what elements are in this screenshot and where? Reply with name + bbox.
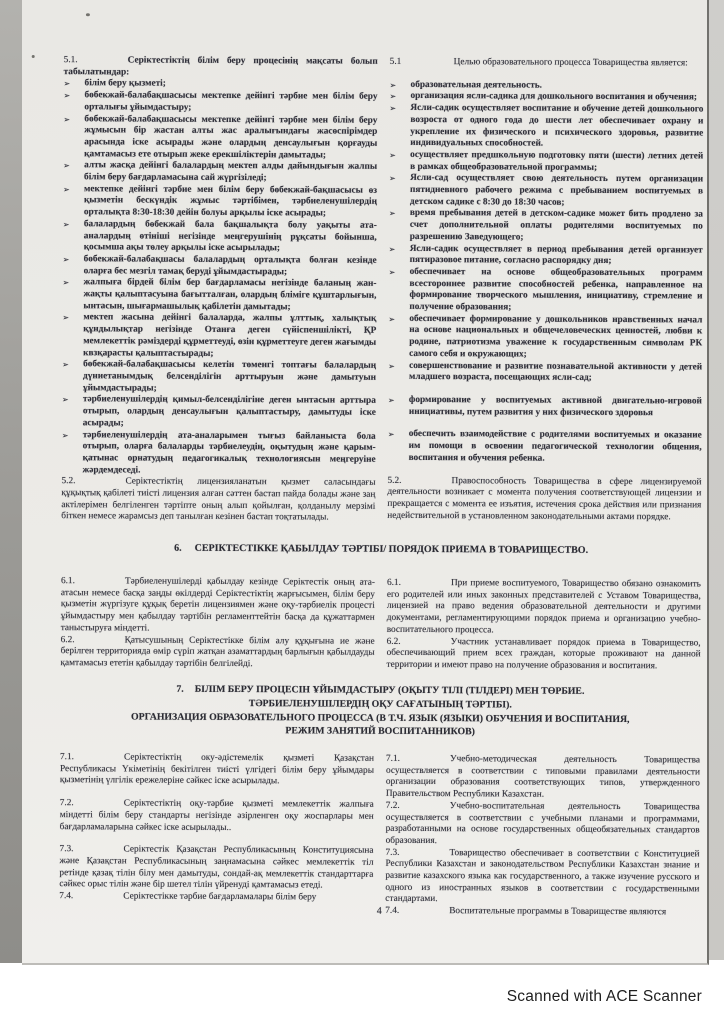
bullet-text: обеспечивает на основе общеобразовательных программ всестороннее развитие способностей ребенка, направленное на формирование творческого мышления, инициативу, стремление и получение образования; [409, 266, 703, 313]
paragraph-text: Учебно-методическая деятельность Товарищества осуществляется в соответствии с типовыми правилами деятельности организации образования соответствующих типов, утвержденного Правительством Республики Казахстан. [385, 754, 701, 800]
bullet-item [62, 277, 376, 314]
bullet-item [63, 254, 377, 279]
numbered-paragraph [59, 844, 373, 892]
bullet-text: білім беру қызметі; [84, 78, 166, 90]
paragraph-text: Учебно-воспитательная деятельность Товарищества осуществляется в соответствии с учебными планами и программами, разработанными на основе государственных общеобязательных стандартов образования. [385, 800, 700, 847]
section5-columns [61, 55, 703, 526]
paragraph-text: Воспитательные программы в Товариществе являются [449, 906, 667, 918]
bullet-item [63, 219, 377, 256]
section6-columns [60, 576, 700, 673]
bullet-arrow-icon: ➢ [62, 255, 70, 265]
bullet-item [388, 314, 702, 362]
bullet-item [63, 184, 377, 221]
bullet-item [389, 243, 703, 268]
numbered-paragraph [64, 55, 378, 80]
section7-heading-line4: РЕЖИМ ЗАНЯТИЙ ВОСПИТАННИКОВ) [285, 725, 475, 738]
numbered-paragraph [387, 475, 701, 523]
paragraph-number: 7.1. [60, 752, 75, 763]
bullet-arrow-icon: ➢ [62, 219, 70, 229]
paragraph-text: При приеме воспитуемого, Товарищество обязано ознакомить его родителей или иных законных представителей с Уставом Товарищества, лицензией на право ведения образовательной деятельности и другими документами, регламентирующими порядок приема и организацию учебно-воспитательного процесса. [386, 578, 701, 636]
bullet-item [388, 267, 702, 315]
bullet-arrow-icon: ➢ [388, 209, 396, 219]
paragraph-text: Қатысушының Серіктестікке білім алу құқығына ие және берілген территорияда өмір сүріп жатқан азаматтардың барлығын қабылдауды қамтамасыз ететін қабылдау тәртібін белгілейді. [60, 634, 375, 670]
section5-russian-column [387, 57, 703, 527]
bullet-arrow-icon: ➢ [63, 79, 71, 89]
bullet-arrow-icon: ➢ [389, 150, 396, 160]
paragraph-number: 5.2. [61, 476, 76, 487]
paragraph-number: 7.4. [385, 905, 400, 917]
bullet-text: организация ясли-садика для дошкольного воспитания и обучения; [410, 91, 698, 103]
bullet-arrow-icon: ➢ [63, 114, 71, 124]
paragraph-number: 7.3. [385, 847, 400, 858]
bullet-text: Ясли-сад осуществляет свою деятельность путем организации пятидневного рабочего режима с пребыванием воспитуемых в детском садике с 8:30 до 18:30 часов; [409, 173, 704, 208]
bullet-text: осуществляет предшкольную подготовку пяти (шести) летних детей в рамках общеобразовательной программы; [410, 149, 704, 173]
bullet-arrow-icon: ➢ [62, 360, 69, 370]
bullet-text: мектеп жасына дейінгі балаларда, жалпы ұлттық, халықтық құндылықтар негізінде Отанға деген сүйіспеншілікті, ҚР мемлекеттік рәміздерді құрметтеуді, өзін құрметтеуге деген жағымды квзқарасты қалыптастырады; [83, 312, 377, 359]
bullet-arrow-icon: ➢ [61, 430, 69, 440]
section6-number: 6. [174, 542, 182, 554]
section7-kazakh-column [59, 752, 374, 917]
bullet-item [389, 150, 703, 175]
numbered-paragraph [59, 891, 373, 904]
bullet-arrow-icon: ➢ [387, 430, 395, 440]
numbered-paragraph [385, 847, 699, 907]
bullet-arrow-icon: ➢ [62, 278, 70, 288]
numbered-paragraph [386, 754, 700, 802]
numbered-paragraph [61, 576, 375, 636]
numbered-paragraph [386, 636, 700, 673]
bullet-text: обеспечить взаимодействие с родителями воспитуемых и оказание им помощи в освоении педагогической технологии общения, воспитания и обучения ребенка. [408, 429, 702, 464]
numbered-paragraph [60, 798, 374, 835]
section7-heading [60, 682, 700, 741]
paragraph-text: Серіктестіктің лицензияланатын қызмет саласындағы құқықтық қабілеті тиісті лицензия алған сәттен бастап пайда болады және заң актілерімен белгіленген тәртіпте оның алып қойылған, қолданылу мерзімі біткен немесе жарамсыз деп танылған кезінен бастап тоқтатылады. [61, 476, 376, 523]
paragraph-text: Серіктестік Қазақстан Республикасының Конституциясына және Қазақстан Республикасының заңнамасына сәйкес мемлекеттік тіл ретінде қазақ тілін білу мен дамытуды, сондай-ақ мемлекеттік стандарттарға сәйкес орыс тілін және бір шетел тілін үйренуді қамтамасыз етеді. [59, 844, 374, 891]
numbered-paragraph [60, 635, 374, 672]
paragraph-number: 6.1. [386, 577, 401, 588]
bullet-arrow-icon: ➢ [62, 184, 70, 194]
bullet-text: формирование у воспитуемых активной двигательно-игровой инициативы, путем развития у них физического здоровья [408, 394, 702, 418]
bullet-text: время пребывания детей в детском-садике может бить продлено за счет дополнительной оплаты родителями воспитуемых по разрешению Заведующего; [409, 208, 703, 243]
paragraph-text: Участник устанавливает порядок приема в Товарищество, обеспечивающий прием всех граждан, которые проживают на данной территории и имеют право на получение образования и воспитания. [386, 636, 701, 672]
scan-speck [32, 55, 35, 58]
bullet-text: Ясли-садик осуществляет воспитание и обучение детей дошкольного возроста от одного года до шести лет обеспечивает охрану и укрепление их физического и психического здоровья, развитие индивидуальных способностей. [410, 103, 704, 149]
bullet-item [63, 114, 377, 162]
section7-title-kk: БІЛІМ БЕРУ ПРОЦЕСІН ҰЙЫМДАСТЫРУ (ОҚЫТУ ТІЛІ (ТІЛДЕРІ) МЕН ТӨРБИЕ. [194, 683, 585, 697]
bullet-text: Ясли-садик осуществляет в период пребывания детей организует пятиразовое питание, согласно распорядку дня; [409, 243, 703, 267]
bullet-item [62, 395, 376, 432]
bullet-item [62, 430, 376, 478]
paragraph-number: 5.2. [387, 475, 402, 486]
bullet-text: алты жасқа дейінгі балалардың мектеп алды дайындығын жалпы білім беру бағдарламасына сай жүргізіледі; [84, 160, 378, 184]
bullet-list [62, 79, 378, 479]
paragraph-number: 6.1. [60, 576, 75, 587]
numbered-paragraph [390, 57, 704, 70]
bullet-arrow-icon: ➢ [388, 267, 396, 277]
page-content [17, 0, 707, 966]
scanner-watermark: Scanned with ACE Scanner [506, 988, 702, 1005]
numbered-paragraph [61, 476, 375, 524]
bullet-item [62, 313, 376, 361]
paragraph-text: Целью образовательного процесса Товарищества является: [453, 57, 688, 69]
paragraph-number: 6.2. [60, 634, 75, 645]
paragraph-text: Серіктестіктің оку-әдістемелік қызметі Қазақстан Республикасы Үкіметінің бекітілген тиісті үлгідегі білім беру ұйымдары қызметінің үлгілік ережелеріне сәйкес іске асырылады. [59, 752, 375, 787]
bullet-text: тәрбиеленушілердің ата-аналарымен тығыз байланыста бола отырып, оларға балаларды тәрбиелеудің, оқытудың және қарым-қатынас орнатудың педагогикалық технологиясын меңгеруіне жәрдемдеседі. [82, 429, 376, 476]
paragraph-text: Серіктестікке тәрбие бағдарламалары білім беру [123, 891, 317, 903]
paragraph-number: 7.1. [386, 753, 401, 764]
scan-speck [86, 13, 90, 16]
section5-kazakh-column [61, 55, 377, 525]
bullet-text: жалпыға бірдей білім бер бағдарламасы негізінде баланың жан-жақты қалыптасуына бағытталған, олардың бліміге құштарлығын, ынтасын, шығармашылық қабілетін дамытады; [83, 277, 377, 313]
bullet-item [389, 208, 703, 245]
paragraph-number: 7.4. [59, 891, 74, 902]
bullet-item [63, 90, 377, 115]
section6-title: СЕРІКТЕСТІККЕ ҚАБЫЛДАУ ТӘРТІБІ/ ПОРЯДОК ПРИЕМА В ТОВАРИЩЕСТВО. [194, 542, 589, 556]
section7-heading-line2: ТӘРБИЕЛЕНУШІЛЕРДІҢ ОҚУ САҒАТЫНЫҢ ТӘРТІБІ). [248, 697, 512, 711]
bullet-text: совершенствование и развитие познавательной активности у детей младшего возраста, посещающих ясли-сад; [409, 360, 703, 384]
paper-sheet [22, 0, 709, 965]
bullet-arrow-icon: ➢ [387, 395, 395, 405]
bullet-arrow-icon: ➢ [61, 395, 69, 405]
paragraph-number: 6.2. [386, 636, 401, 647]
section6-heading [61, 542, 701, 556]
bullet-text: образовательная деятельность. [410, 79, 543, 91]
bullet-arrow-icon: ➢ [389, 92, 397, 102]
bullet-item [388, 395, 702, 420]
bullet-text: бөбекжай-балабақшасы балалардың орталықта болған кезінде оларға бес мезгіл тамақ беруді ұйымдастырады; [83, 254, 377, 277]
bullet-arrow-icon: ➢ [63, 91, 71, 101]
paragraph-text: Серіктестіктің оқу-тәрбие қызметі мемлекеттік жалпыға міндетті білім беру стандарты негізінде әзірленген оқу жоспарлары мен бағдарламаларына сәйкес іске асырылады.. [59, 798, 374, 833]
section7-columns [59, 752, 700, 919]
paragraph-number: 7.3. [59, 844, 74, 855]
bullet-text: бөбекжай-балабақшасысы мектепке дейінгі тәрбие мен білім беру жұмысын бір жастан алты жас аралығындағы жасөспірімдер арасында іске асырады және олардың денсаулығын қорғауды қамтамасыз ете отырып жеке ерекшіліктерін дамытады; [84, 113, 378, 161]
section7-number: 7. [176, 683, 184, 695]
bullet-item [63, 160, 377, 185]
bullet-text: тәрбиеленушілердің қимыл-белсенділігіне деген ынтасын арттыра отырып, олардың денсаулығын қалыптастыру, дамытуды іске асырады; [82, 394, 376, 429]
section6-kazakh-column [60, 576, 374, 671]
paragraph-text: Серіктестіктің білім беру процесінің мақсаты болып табылатындар: [63, 55, 378, 78]
bullet-arrow-icon: ➢ [389, 80, 397, 90]
bullet-item [62, 359, 376, 396]
paragraph-text: Тәрбиеленушілерді қабылдау кезінде Серіктестік оның ата-атасын немесе басқа заңды өкілдерді Серіктестіктің жарғысымен, білім беру қызметін жүргізуге құқық беретін лицензиямен және оқу-тәрбиелік процесті ұйымдастыру мен қабылдау тәртібін регламенттейтін басқа да құжаттармен таныстыруға міндетті. [60, 576, 375, 634]
bullet-arrow-icon: ➢ [388, 244, 396, 254]
bullet-text: мектепке дейінгі тәрбие мен білім беру бөбекжай-бақшасысы өз қызметін бескүндік жұмыс тәртібімен, тәрбиеленушілердің орталықта 8:30-18:30 дейін болуы арқылы іске асырады; [83, 183, 378, 219]
section7-heading-line3: ОРГАНИЗАЦИЯ ОБРАЗОВАТЕЛЬНОГО ПРОЦЕССА (В Т.Ч. ЯЗЫК (ЯЗЫКИ) ОБУЧЕНИЯ И ВОСПИТАНИЯ, [130, 711, 630, 725]
page-number: 4 [376, 905, 382, 917]
bullet-arrow-icon: ➢ [63, 161, 70, 171]
bullet-arrow-icon: ➢ [389, 103, 397, 113]
paragraph-number: 7.2. [385, 800, 400, 811]
bullet-arrow-icon: ➢ [388, 361, 395, 371]
paragraph-text: Правоспособность Товарищества в сфере лицензируемой деятельности возникает с момента получения соответствующей лицензии и прекращается с момента ее изъятия, истечения срока действия или признания недействительной в установленном законодательными актами порядке. [387, 475, 702, 522]
bullet-text: бөбекжай-балабақшасысы мектепке дейінгі тәрбие мен білім беру орталығы ұйымдастыру; [84, 90, 378, 113]
paragraph-text: Товарищество обеспечивает в соответствии с Конституцией Республики Казахстан и законодательством Республики Казахстан знание и развитие казахского языка как государственного, а также изучение русского и одного из иностранных языков в соответствии с государственными стандартами. [385, 847, 700, 905]
bullet-list [388, 80, 704, 466]
bullet-item [388, 360, 702, 385]
numbered-paragraph [60, 752, 374, 789]
bullet-arrow-icon: ➢ [388, 314, 396, 324]
numbered-paragraph [386, 801, 700, 849]
bullet-arrow-icon: ➢ [62, 313, 70, 323]
bullet-text: балалардың бөбекжай бала бақшалықта болу уақыты ата-аналардың өтініші негізінде меңгерушінің рұқсаты бойынша, қосымша ақы төлеу арқылы іске асырылады; [83, 219, 377, 254]
bullet-text: бөбекжай-балабақшасысы келетін төменгі топтағы балалардың дүниетанымдық белсенділігін арттыруын және дамытуын ұйымдастырады; [82, 359, 377, 394]
numbered-paragraph [387, 578, 701, 638]
section7-russian-column [385, 754, 700, 919]
bullet-text: обеспечивает формирование у дошкольников нравственных начал на основе национальных и общечеловеческих ценностей, любви к родине, патриотизма уважение к государственным символам РК самого себя и окружающих; [409, 313, 703, 360]
bullet-item [389, 173, 703, 210]
paragraph-number: 5.1. [63, 55, 78, 66]
scanner-bed-right-strip [707, 0, 724, 960]
section6-russian-column [386, 578, 700, 673]
paragraph-number: 5.1 [389, 56, 402, 67]
bullet-arrow-icon: ➢ [389, 174, 396, 184]
bullet-item [388, 429, 702, 466]
paragraph-number: 7.2. [59, 798, 74, 809]
bullet-item [389, 103, 703, 151]
